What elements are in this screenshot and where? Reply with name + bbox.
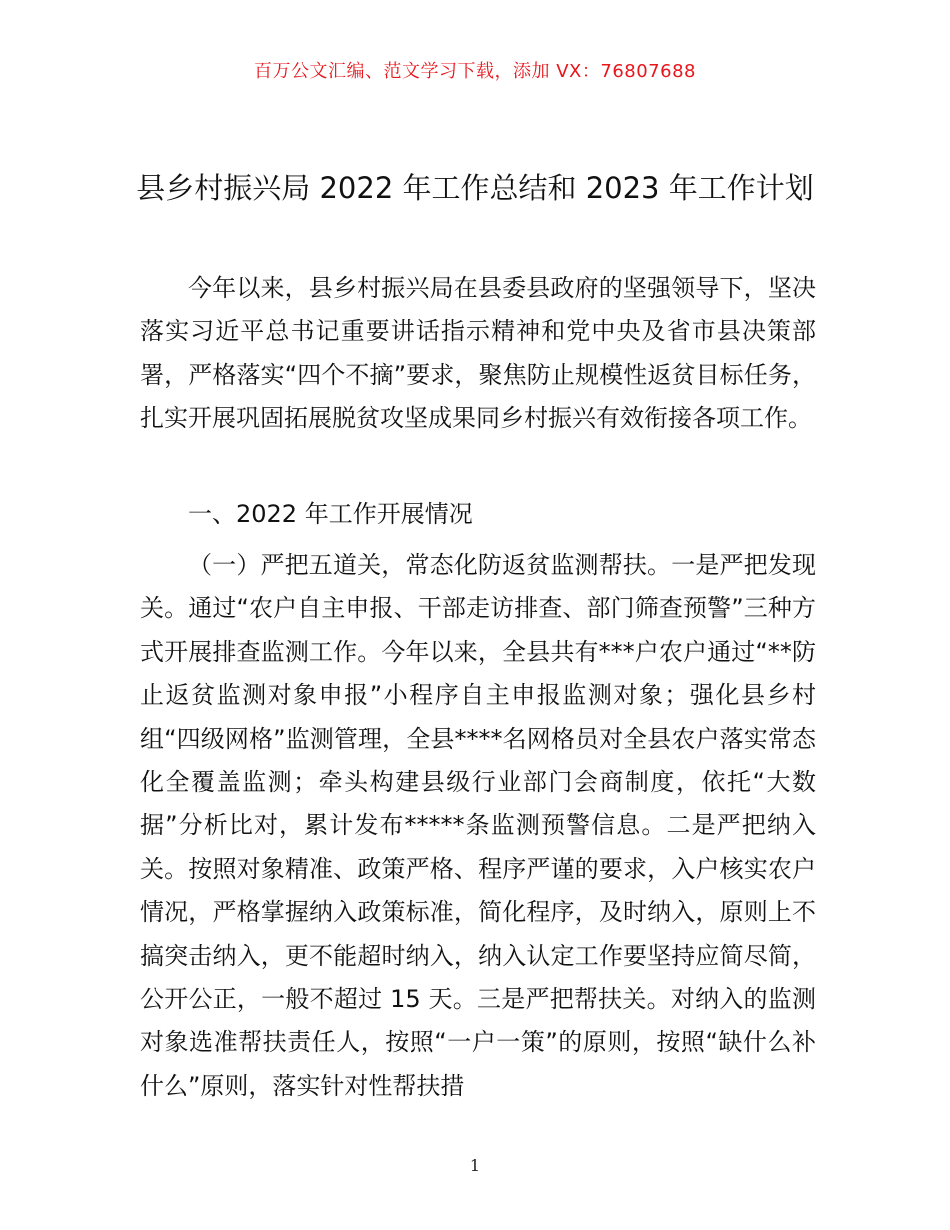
page-number: 1 — [469, 1156, 481, 1175]
section-heading: 一、2022 年工作开展情况 — [188, 500, 473, 528]
header-banner: 百万公文汇编、范文学习下载，添加 VX：76807688 — [254, 61, 696, 82]
document-title: 县乡村振兴局 2022 年工作总结和 2023 年工作计划 — [136, 171, 814, 205]
intro-paragraph: 今年以来，县乡村振兴局在县委县政府的坚强领导下，坚决落实习近平总书记重要讲话指示精神和党中央及省市县决策部署，严格落实“四个不摘”要求，聚焦防止规模性返贫目标任务，扎实开展巩固拓展脱贫攻坚成果同乡村振兴有效衔接各项工作。 — [140, 274, 816, 433]
section-paragraph: （一）严把五道关，常态化防返贫监测帮扶。一是严把发现关。通过“农户自主申报、干部走访排查、部门筛查预警”三种方式开展排查监测工作。今年以来，全县共有***户农户通过“**防止返贫监测对象申报”小程序自主申报监测对象；强化县乡村组“四级网格”监测管理，全县****名网格员对全县农户落实常态化全覆盖监测；牵头构建县级行业部门会商制度，依托“大数据”分析比对，累计发布*****条监测预警信息。二是严把纳入关。按照对象精准、政策严格、程序严谨的要求，入户核实农户情况，严格掌握纳入政策标准，简化程序，及时纳入，原则上不搞突击纳入，更不能超时纳入，纳入认定工作要坚持应简尽简，公开公正，一般不超过 15 天。三是严把帮扶关。对纳入的监测对象选准帮扶责任人，按照“一户一策”的原则，按照“缺什么补什么”原则，落实针对性帮扶措 — [140, 551, 816, 1100]
